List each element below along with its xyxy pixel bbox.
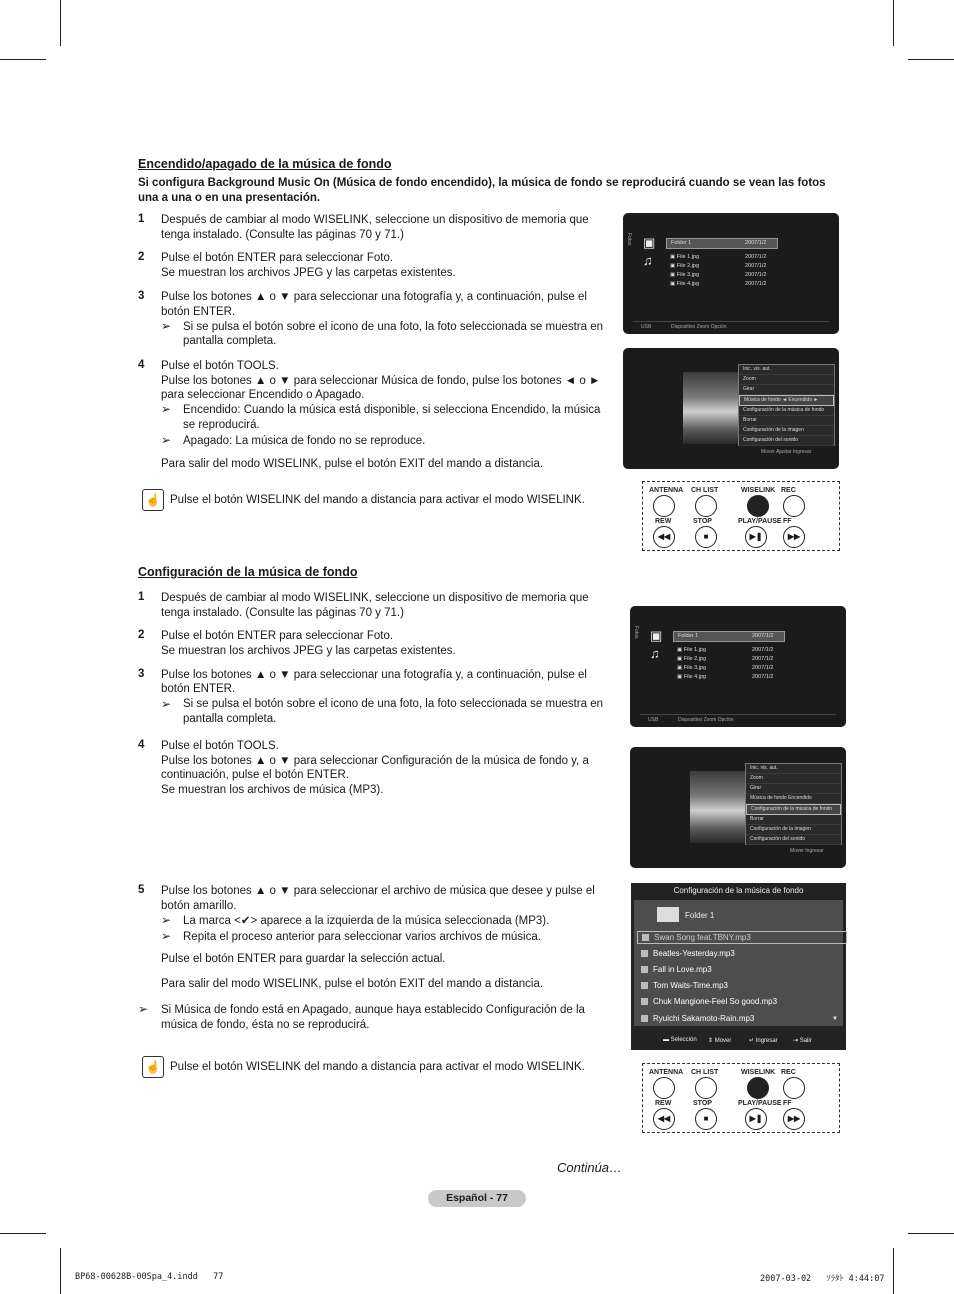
file-date: 2007/1/2 [745,263,767,269]
track-name: Ryuichi Sakamoto-Rain.mp3 [653,1014,755,1023]
file-row[interactable]: ▣ File 2.jpg [677,656,707,662]
tv-browser-screen [623,213,839,334]
step-text: Pulse el botón TOOLS. [161,360,279,372]
menu-item[interactable]: Girar [739,385,834,395]
file-name: File 4.jpg [683,674,707,680]
note-text: La marca <✔> aparece a la izquierda de la música seleccionada (MP3). [183,915,550,927]
note-text: Repita el proceso anterior para seleccionar varios archivos de música. [183,931,541,943]
footer-label: Ingresar [755,1038,778,1044]
warning-text: Si Música de fondo está en Apagado, aunque haya establecido Configuración de la [161,1004,585,1016]
music-selection-panel [631,883,846,1050]
tip-text: Pulse el botón WISELINK del mando a distancia para activar el modo WISELINK. [170,1061,585,1073]
folder-date: 2007/1/2 [745,240,767,246]
menu-item[interactable]: Zoom [746,774,841,784]
remote-label: WISELINK [741,487,776,494]
remote-control-panel [642,1063,840,1133]
remote-hand-icon: ☝ [142,489,164,511]
footer-select: ▬ Selección [663,1037,697,1043]
menu-footer: Mover Ajustar Ingresar [761,449,812,455]
menu-item[interactable]: Girar [746,784,841,794]
folder-name: Folder 1 [685,911,715,920]
note-text: pantalla completa. [183,713,277,725]
music-icon: ♫ [650,646,660,661]
remote-control-panel [642,481,840,551]
step-text: para seleccionar Encendido o Apagado. [161,389,365,401]
ff-icon[interactable]: ▶▶ [783,526,805,548]
track-name: Chuk Mangione-Feel So good.mp3 [653,997,778,1006]
folder-icon [657,907,679,922]
folder-row[interactable] [673,631,785,642]
step-text: continuación, pulse el botón ENTER. [161,769,349,781]
step-number: 5 [138,884,145,896]
tip-text: Pulse el botón WISELINK del mando a distancia para activar el modo WISELINK. [170,494,585,506]
scroll-down-icon[interactable]: ▼ [832,1016,838,1022]
warning-text: música de fondo, ésta no se reproducirá. [161,1019,370,1031]
menu-item[interactable]: Configuración de la imagen [746,825,841,835]
track-name: Beatles-Yesterday.mp3 [653,949,735,958]
rew-icon[interactable]: ◀◀ [653,526,675,548]
remote-label: PLAY/PAUSE [738,518,782,525]
tv-browser-screen [630,606,846,727]
remote-label: WISELINK [741,1069,776,1076]
note-text: se reproducirá. [183,419,260,431]
continues-label: Continúa… [557,1160,623,1175]
file-name: File 1.jpg [683,647,707,653]
remote-label: REW [655,518,672,525]
step-text: botón ENTER. [161,306,236,318]
file-date: 2007/1/2 [745,272,767,278]
file-date: 2007/1/2 [745,254,767,260]
remote-label: STOP [693,1100,712,1107]
file-date: 2007/1/2 [752,647,774,653]
step-text: Se muestran los archivos JPEG y las carpetas existentes. [161,645,456,657]
tv-tools-screen [623,348,839,469]
note-text: Si se pulsa el botón sobre el icono de una foto, la foto seleccionada se muestra en [183,698,604,710]
step-text: Se muestran los archivos de música (MP3). [161,784,384,796]
track-row-selected[interactable] [637,931,847,944]
crop-mark [908,1233,954,1234]
wiselink-button[interactable] [747,495,769,517]
note-arrow-icon: ➢ [161,319,172,333]
footer-usb: USB [648,717,659,723]
step-text: tenga instalado. (Consulte las páginas 70 y 71.) [161,607,404,619]
remote-label: CH LIST [691,487,719,494]
tools-menu [745,763,842,845]
step-text: Para salir del modo WISELINK, pulse el botón EXIT del mando a distancia. [161,458,544,470]
track-name: Swan Song feat.TBNY.mp3 [654,933,751,942]
file-name: File 2.jpg [683,656,707,662]
step-number: 3 [138,290,145,302]
file-date: 2007/1/2 [745,281,767,287]
menu-item[interactable]: Configuración de la imagen [739,426,834,436]
step-text: Para salir del modo WISELINK, pulse el botón EXIT del mando a distancia. [161,978,544,990]
tv-tools-screen [630,747,846,868]
note-arrow-icon: ➢ [161,929,172,943]
photo-folder-icon: ▣ [650,628,663,643]
file-row[interactable]: ▣ File 4.jpg [670,281,700,287]
step-text: Se muestran los archivos JPEG y las carpetas existentes. [161,267,456,279]
crop-mark [60,0,61,46]
file-date: 2007/1/2 [752,674,774,680]
page-number-badge: Español - 77 [428,1190,526,1207]
folder-name: Folder 1 [678,633,699,639]
footer-exit: ⇥ Salir [793,1038,812,1044]
remote-label: FF [783,1100,792,1107]
file-row[interactable]: ▣ File 3.jpg [670,272,700,278]
step-text: Pulse el botón ENTER para seleccionar Foto. [161,252,394,264]
menu-item[interactable]: Borrar [746,815,841,825]
antenna-button[interactable] [653,1077,675,1099]
file-name: File 2.jpg [676,263,700,269]
file-name: File 3.jpg [683,665,707,671]
track-row[interactable] [641,997,777,1006]
section2-title: Configuración de la música de fondo [138,565,358,579]
step-number: 3 [138,668,145,680]
menu-item-selected[interactable]: Configuración de la música de fondo [746,804,841,815]
step-text: tenga instalado. (Consulte las páginas 70 y 71.) [161,229,404,241]
menu-item[interactable]: Inic. vis. aut. [739,365,834,375]
footer-label: Selección [670,1037,697,1043]
crop-mark [60,1248,61,1294]
crop-mark [908,59,954,60]
footer-label: Mover [714,1038,732,1044]
remote-label: REW [655,1100,672,1107]
footer-divider [633,321,829,322]
file-row[interactable]: ▣ File 1.jpg [677,647,707,653]
remote-label: FF [783,518,792,525]
menu-item[interactable]: Inic. vis. aut. [746,764,841,774]
footer-items: Dispositivo Zoom Opción [671,324,727,330]
stop-icon[interactable]: ■ [695,1108,717,1130]
step-text: Pulse el botón TOOLS. [161,740,279,752]
note-text: pantalla completa. [183,335,277,347]
section1-intro: Si configura Background Music On (Música de fondo encendido), la música de fondo se reproducirá cuando se vean las fotos una a una o en una presentación. [138,177,826,204]
step-text: botón amarillo. [161,900,237,912]
footer-usb: USB [641,324,652,330]
footer-label: Salir [799,1038,812,1044]
menu-footer: Mover Ingresar [790,848,824,854]
rew-icon[interactable]: ◀◀ [653,1108,675,1130]
footer-items: Dispositivo Zoom Opción [678,717,734,723]
remote-label: PLAY/PAUSE [738,1100,782,1107]
note-text: Encendido: Cuando la música está disponible, si selecciona Encendido, la música [183,404,601,416]
chlist-button[interactable] [695,495,717,517]
footer-enter: ↵ Ingresar [749,1038,778,1044]
wiselink-button[interactable] [747,1077,769,1099]
step-text: Después de cambiar al modo WISELINK, seleccione un dispositivo de memoria que [161,214,589,226]
rec-button[interactable] [783,495,805,517]
step-text: Pulse los botones ▲ o ▼ para seleccionar Configuración de la música de fondo y, a [161,755,589,767]
file-name: File 1.jpg [676,254,700,260]
crop-mark [0,1233,46,1234]
file-name: File 3.jpg [676,272,700,278]
step-number: 2 [138,251,145,263]
remote-label: STOP [693,518,712,525]
remote-label: REC [781,487,796,494]
file-row[interactable]: ▣ File 4.jpg [677,674,707,680]
note-text: Apagado: La música de fondo no se reproduce. [183,435,426,447]
folder-row[interactable] [666,238,778,249]
file-date: 2007/1/2 [752,656,774,662]
ff-icon[interactable]: ▶▶ [783,1108,805,1130]
step-number: 2 [138,629,145,641]
print-timestamp: 2007-03-02 ｿﾗﾀﾄ 4:44:07 [760,1274,885,1284]
remote-label: CH LIST [691,1069,719,1076]
step-text: Pulse el botón ENTER para guardar la selección actual. [161,953,446,965]
folder-name: Folder 1 [671,240,692,246]
note-arrow-icon: ➢ [161,697,172,711]
step-text: Pulse los botones ▲ o ▼ para seleccionar una fotografía y, a continuación, pulse el [161,291,587,303]
crop-mark [893,1248,894,1294]
note-arrow-icon: ➢ [161,913,172,927]
note-arrow-icon: ➢ [161,402,172,416]
crop-mark [893,0,894,46]
music-icon: ♫ [643,253,653,268]
menu-item[interactable]: Configuración de la música de fondo [739,406,834,416]
photo-folder-icon: ▣ [643,235,656,250]
note-arrow-icon: ➢ [161,433,172,447]
track-row[interactable] [641,949,735,958]
file-row[interactable]: ▣ File 1.jpg [670,254,700,260]
remote-label: REC [781,1069,796,1076]
file-row[interactable]: ▣ File 3.jpg [677,665,707,671]
stop-icon[interactable]: ■ [695,526,717,548]
footer-move: ⇕ Mover [708,1038,732,1044]
track-row[interactable] [641,965,712,974]
crop-mark [0,59,46,60]
file-row[interactable]: ▣ File 2.jpg [670,263,700,269]
remote-label: ANTENNA [649,1069,684,1076]
panel-title: Configuración de la música de fondo [673,886,804,895]
note-arrow-icon: ➢ [138,1002,149,1016]
track-name: Tom Waits-Time.mp3 [653,981,728,990]
menu-item-selected[interactable]: Música de fondo ◄ Encendido ► [739,395,834,406]
menu-item[interactable]: Música de fondo Encendido [746,794,841,804]
section1-title: Encendido/apagado de la música de fondo [138,157,392,171]
step-text: Pulse los botones ▲ o ▼ para seleccionar Música de fondo, pulse los botones ◄ o ► [161,375,601,387]
step-text: Pulse el botón ENTER para seleccionar Foto. [161,630,394,642]
folder-date: 2007/1/2 [752,633,774,639]
menu-item[interactable]: Borrar [739,416,834,426]
step-number: 4 [138,739,145,751]
remote-hand-icon: ☝ [142,1056,164,1078]
step-text: Después de cambiar al modo WISELINK, seleccione un dispositivo de memoria que [161,592,589,604]
print-file-info: BP68-00628B-00Spa_4.indd 77 [75,1272,224,1282]
antenna-button[interactable] [653,495,675,517]
rec-button[interactable] [783,1077,805,1099]
file-name: File 4.jpg [676,281,700,287]
track-row[interactable] [641,981,728,990]
remote-label: ANTENNA [649,487,684,494]
footer-divider [640,714,836,715]
file-date: 2007/1/2 [752,665,774,671]
step-number: 4 [138,359,145,371]
track-row[interactable] [641,1014,754,1023]
track-name: Fall in Love.mp3 [653,965,712,974]
menu-item[interactable]: Zoom [739,375,834,385]
chlist-button[interactable] [695,1077,717,1099]
step-text: botón ENTER. [161,683,236,695]
side-label: Fotos [626,233,632,246]
side-label: Fotos [633,626,639,639]
menu-item[interactable]: Configuración del sonido [739,436,834,446]
play-pause-icon[interactable]: ▶❚ [745,526,767,548]
step-number: 1 [138,213,145,225]
step-text: Pulse los botones ▲ o ▼ para seleccionar el archivo de música que desee y pulse el [161,885,595,897]
step-number: 1 [138,591,145,603]
tools-menu [738,364,835,446]
note-text: Si se pulsa el botón sobre el icono de una foto, la foto seleccionada se muestra en [183,321,604,333]
step-text: Pulse los botones ▲ o ▼ para seleccionar una fotografía y, a continuación, pulse el [161,669,587,681]
menu-item[interactable]: Configuración del sonido [746,835,841,845]
play-pause-icon[interactable]: ▶❚ [745,1108,767,1130]
